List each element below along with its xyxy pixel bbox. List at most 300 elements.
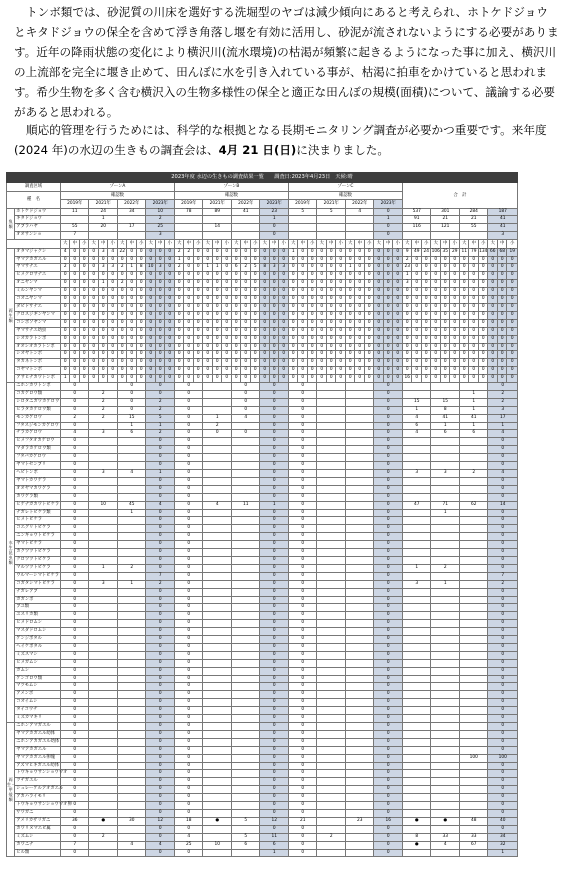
count-cell: 0 <box>279 343 289 351</box>
count-cell <box>402 786 431 794</box>
count-cell: 0 <box>336 367 346 375</box>
count-cell: 0 <box>288 628 317 636</box>
count-cell: 0 <box>374 572 403 580</box>
count-cell: 0 <box>402 359 412 367</box>
count-cell: 0 <box>108 319 118 327</box>
count-cell <box>117 438 146 446</box>
count-cell: 0 <box>421 303 431 311</box>
count-cell: 0 <box>60 454 89 462</box>
count-cell <box>431 715 460 723</box>
count-cell <box>231 802 260 810</box>
count-cell <box>89 596 118 604</box>
table-row <box>7 841 518 849</box>
count-cell <box>459 651 488 659</box>
count-cell <box>402 541 431 549</box>
count-cell: 0 <box>260 667 289 675</box>
count-cell <box>203 778 232 786</box>
count-cell: 0 <box>383 327 393 335</box>
count-cell: 0 <box>222 367 232 375</box>
count-cell: 0 <box>412 335 422 343</box>
count-cell: 0 <box>146 533 175 541</box>
count-cell: 2 <box>203 422 232 430</box>
count-cell: 0 <box>469 343 479 351</box>
count-cell: 3 <box>89 430 118 438</box>
count-cell <box>117 549 146 557</box>
count-cell <box>317 699 346 707</box>
count-cell: 0 <box>174 280 184 288</box>
count-cell: 0 <box>298 272 308 280</box>
year-header: 2021年 <box>89 200 118 209</box>
count-cell <box>117 691 146 699</box>
count-cell <box>317 683 346 691</box>
count-cell: 0 <box>488 588 518 596</box>
count-cell: 0 <box>488 667 518 675</box>
table-row <box>7 493 518 501</box>
count-cell: 0 <box>260 762 289 770</box>
count-cell: 0 <box>184 359 194 367</box>
count-cell <box>203 533 232 541</box>
count-cell: 5 <box>146 414 175 422</box>
count-cell: 0 <box>136 280 146 288</box>
count-cell: 0 <box>336 327 346 335</box>
count-cell: 1 <box>402 406 431 414</box>
count-cell: 0 <box>488 477 518 485</box>
count-cell <box>117 446 146 454</box>
count-cell: 0 <box>60 335 70 343</box>
count-cell <box>317 398 346 406</box>
count-cell: 0 <box>260 612 289 620</box>
count-cell <box>459 683 488 691</box>
count-cell: 0 <box>374 398 403 406</box>
count-cell: 2 <box>488 390 518 398</box>
count-cell: 0 <box>431 296 441 304</box>
count-cell: 0 <box>146 367 156 375</box>
count-cell: 0 <box>155 272 165 280</box>
count-cell: 0 <box>117 375 127 383</box>
count-cell: 0 <box>203 272 213 280</box>
count-cell: 0 <box>279 280 289 288</box>
count-cell: 0 <box>98 351 108 359</box>
size-label: 大 <box>488 240 498 249</box>
count-cell <box>231 446 260 454</box>
count-cell <box>345 770 374 778</box>
count-cell: 0 <box>507 264 518 272</box>
count-cell: 0 <box>307 311 317 319</box>
count-cell: 0 <box>364 280 374 288</box>
count-cell <box>345 430 374 438</box>
count-cell: 0 <box>250 311 260 319</box>
count-cell: 0 <box>174 422 203 430</box>
count-cell: 0 <box>60 525 89 533</box>
count-cell: 0 <box>127 256 137 264</box>
count-cell: 0 <box>478 367 488 375</box>
table-row <box>7 833 518 841</box>
count-cell <box>459 438 488 446</box>
species-name: ナガレアブ <box>15 588 61 596</box>
count-cell: 0 <box>288 280 298 288</box>
count-cell <box>203 462 232 470</box>
count-cell <box>89 809 118 817</box>
count-cell: 3 <box>402 470 431 478</box>
count-cell: 0 <box>497 367 507 375</box>
count-cell: 0 <box>374 675 403 683</box>
count-cell <box>288 216 317 224</box>
count-cell: 0 <box>440 367 450 375</box>
count-cell: 0 <box>326 311 336 319</box>
count-cell: 0 <box>383 375 393 383</box>
count-cell: 1 <box>459 398 488 406</box>
count-cell: 0 <box>393 327 403 335</box>
count-cell: 0 <box>203 256 213 264</box>
count-cell: 0 <box>250 351 260 359</box>
count-cell <box>317 493 346 501</box>
count-cell <box>431 778 460 786</box>
count-cell <box>402 794 431 802</box>
count-cell: 0 <box>260 620 289 628</box>
count-cell: 0 <box>260 462 289 470</box>
count-cell: 0 <box>260 248 270 256</box>
count-cell <box>402 383 431 391</box>
count-cell: 0 <box>374 351 384 359</box>
count-cell: 0 <box>146 762 175 770</box>
count-cell: 0 <box>60 809 89 817</box>
count-cell <box>231 232 260 240</box>
count-cell <box>117 794 146 802</box>
count-cell: 0 <box>488 533 518 541</box>
count-cell: 0 <box>374 730 403 738</box>
count-cell: 0 <box>174 588 203 596</box>
count-cell: 3 <box>269 264 279 272</box>
count-cell: 0 <box>345 311 355 319</box>
species-name: カワリヌマエビ属 <box>15 825 61 833</box>
species-name: ヤマトセンブリ <box>15 462 61 470</box>
size-label: 大 <box>89 240 99 249</box>
count-cell: 0 <box>155 327 165 335</box>
count-cell: 23 <box>402 264 412 272</box>
count-cell: 0 <box>174 454 203 462</box>
count-cell: 0 <box>288 659 317 667</box>
count-cell <box>231 454 260 462</box>
count-cell: 0 <box>241 296 251 304</box>
count-cell: 0 <box>60 564 89 572</box>
count-cell: 0 <box>203 303 213 311</box>
count-cell: 0 <box>288 327 298 335</box>
count-cell <box>203 232 232 240</box>
count-cell <box>117 770 146 778</box>
count-cell: 0 <box>288 454 317 462</box>
count-cell: 0 <box>174 359 184 367</box>
count-cell: 0 <box>146 390 175 398</box>
count-cell: 0 <box>60 675 89 683</box>
count-cell <box>431 485 460 493</box>
count-cell <box>231 477 260 485</box>
count-cell: 0 <box>155 248 165 256</box>
count-cell: 0 <box>241 335 251 343</box>
count-cell: 0 <box>383 288 393 296</box>
count-cell: 0 <box>488 272 498 280</box>
count-cell <box>317 446 346 454</box>
count-cell: 0 <box>288 794 317 802</box>
count-cell: 0 <box>260 588 289 596</box>
count-cell <box>431 809 460 817</box>
table-row <box>7 683 518 691</box>
count-cell <box>117 628 146 636</box>
count-cell: 0 <box>507 359 518 367</box>
count-cell <box>431 762 460 770</box>
count-cell: 0 <box>488 794 518 802</box>
count-cell: 0 <box>478 343 488 351</box>
count-cell: 0 <box>488 809 518 817</box>
count-cell <box>89 533 118 541</box>
count-cell <box>89 723 118 731</box>
count-cell: 0 <box>469 303 479 311</box>
count-cell: 0 <box>174 272 184 280</box>
count-cell: 0 <box>60 296 70 304</box>
count-cell: 0 <box>174 319 184 327</box>
count-cell <box>345 730 374 738</box>
table-title-row <box>7 173 518 183</box>
count-cell: 0 <box>231 430 260 438</box>
count-cell <box>402 485 431 493</box>
count-cell <box>431 738 460 746</box>
count-cell <box>317 564 346 572</box>
count-cell: 0 <box>212 280 222 288</box>
count-cell: 0 <box>374 691 403 699</box>
count-cell: 0 <box>326 288 336 296</box>
count-cell: 0 <box>146 248 156 256</box>
count-cell: 0 <box>146 849 175 857</box>
count-cell: 0 <box>174 604 203 612</box>
count-cell: 1 <box>488 422 518 430</box>
count-cell: 0 <box>374 462 403 470</box>
count-cell: 0 <box>250 335 260 343</box>
count-cell: 4 <box>117 470 146 478</box>
count-cell: 0 <box>383 272 393 280</box>
count-cell <box>203 643 232 651</box>
count-cell: 0 <box>260 596 289 604</box>
count-cell: 0 <box>288 754 317 762</box>
count-cell: 0 <box>469 359 479 367</box>
count-cell: 0 <box>288 383 317 391</box>
count-cell: 0 <box>345 351 355 359</box>
count-cell: 0 <box>98 375 108 383</box>
count-cell: 0 <box>478 303 488 311</box>
count-cell <box>459 525 488 533</box>
count-cell: 0 <box>193 335 203 343</box>
count-cell <box>89 525 118 533</box>
count-cell: 0 <box>364 319 374 327</box>
count-cell: 0 <box>355 319 365 327</box>
count-cell <box>317 232 346 240</box>
count-cell <box>345 786 374 794</box>
count-cell: 0 <box>497 327 507 335</box>
species-name: マダラカゲロウ類 <box>15 446 61 454</box>
count-cell: 0 <box>174 778 203 786</box>
count-cell: 0 <box>98 256 108 264</box>
count-cell: 0 <box>307 335 317 343</box>
count-cell: 0 <box>146 517 175 525</box>
count-cell: 0 <box>440 335 450 343</box>
count-cell: 0 <box>412 311 422 319</box>
count-cell <box>431 549 460 557</box>
size-label: 大 <box>317 240 327 249</box>
count-cell: 0 <box>174 541 203 549</box>
count-cell: 0 <box>507 280 518 288</box>
count-cell: 0 <box>174 738 203 746</box>
count-cell <box>89 841 118 849</box>
count-cell: 0 <box>203 319 213 327</box>
count-cell: 0 <box>260 549 289 557</box>
species-name: ガムシ <box>15 667 61 675</box>
count-cell: 0 <box>269 343 279 351</box>
count-cell: 0 <box>288 786 317 794</box>
count-cell: 0 <box>260 564 289 572</box>
table-row <box>7 264 518 272</box>
count-cell: 0 <box>402 296 412 304</box>
count-cell: 0 <box>288 746 317 754</box>
table-row <box>7 383 518 391</box>
count-cell: 0 <box>184 296 194 304</box>
count-cell: 12 <box>260 817 289 825</box>
count-cell: 0 <box>165 248 175 256</box>
count-cell: 3 <box>146 232 175 240</box>
count-cell: 0 <box>250 248 260 256</box>
count-cell <box>174 224 203 232</box>
count-cell <box>345 723 374 731</box>
count-cell <box>317 738 346 746</box>
count-cell <box>431 730 460 738</box>
count-cell <box>317 596 346 604</box>
count-cell: 106 <box>431 248 441 256</box>
count-cell <box>231 715 260 723</box>
species-name: ゲンジボタル <box>15 636 61 644</box>
count-cell: 0 <box>260 754 289 762</box>
count-cell: 0 <box>203 375 213 383</box>
count-cell: 0 <box>174 612 203 620</box>
count-cell: 9 <box>402 248 412 256</box>
count-cell <box>231 723 260 731</box>
count-cell <box>402 556 431 564</box>
count-cell: 0 <box>222 264 232 272</box>
count-cell: 1 <box>127 264 137 272</box>
table-row <box>7 699 518 707</box>
count-cell: 0 <box>174 383 203 391</box>
count-cell: 0 <box>155 375 165 383</box>
species-name: ヒゲナガカワトビケラ <box>15 501 61 509</box>
count-cell <box>345 596 374 604</box>
count-cell: 0 <box>155 367 165 375</box>
count-cell: 0 <box>231 303 241 311</box>
count-cell: 0 <box>488 311 498 319</box>
count-cell <box>431 438 460 446</box>
count-cell: 0 <box>431 327 441 335</box>
count-cell: 0 <box>326 280 336 288</box>
count-cell: 0 <box>374 659 403 667</box>
count-cell: 0 <box>146 446 175 454</box>
count-cell <box>317 556 346 564</box>
count-cell: 0 <box>260 256 270 264</box>
count-cell: 0 <box>488 730 518 738</box>
count-cell <box>117 659 146 667</box>
count-cell: 0 <box>288 723 317 731</box>
count-cell: 0 <box>174 659 203 667</box>
count-cell <box>402 683 431 691</box>
count-cell: 0 <box>450 264 460 272</box>
count-cell: 0 <box>231 390 260 398</box>
count-cell: 0 <box>469 280 479 288</box>
count-cell: 0 <box>298 256 308 264</box>
count-cell: 0 <box>383 296 393 304</box>
count-cell: 0 <box>174 517 203 525</box>
count-cell <box>317 525 346 533</box>
count-cell: 0 <box>364 327 374 335</box>
count-cell: 0 <box>260 802 289 810</box>
count-cell: 5 <box>288 208 317 216</box>
count-cell: 0 <box>260 794 289 802</box>
count-cell: 1 <box>60 375 70 383</box>
count-cell: 0 <box>412 343 422 351</box>
count-cell <box>231 738 260 746</box>
count-cell: 0 <box>60 651 89 659</box>
count-cell <box>459 659 488 667</box>
count-cell: 0 <box>307 327 317 335</box>
count-cell: 0 <box>117 272 127 280</box>
count-cell <box>345 556 374 564</box>
species-name: コシボソヤンマ <box>15 319 61 327</box>
count-cell <box>345 833 374 841</box>
count-cell: 0 <box>488 651 518 659</box>
count-cell: 0 <box>374 422 403 430</box>
count-cell <box>203 730 232 738</box>
count-cell: 0 <box>431 351 441 359</box>
count-cell <box>402 667 431 675</box>
count-cell: 0 <box>374 280 384 288</box>
group-label: 両生類 <box>7 248 15 382</box>
count-cell <box>317 383 346 391</box>
count-cell: 0 <box>60 849 89 857</box>
count-cell: 0 <box>393 272 403 280</box>
count-cell <box>345 762 374 770</box>
count-cell <box>402 390 431 398</box>
count-cell <box>345 794 374 802</box>
count-cell: 3 <box>89 580 118 588</box>
count-cell: 62 <box>459 501 488 509</box>
count-cell: 0 <box>298 280 308 288</box>
count-cell: 0 <box>127 359 137 367</box>
count-cell: 0 <box>507 288 518 296</box>
count-cell: 6 <box>231 264 241 272</box>
count-cell: 0 <box>374 541 403 549</box>
table-row <box>7 351 518 359</box>
count-cell: 0 <box>298 296 308 304</box>
count-cell: 0 <box>345 272 355 280</box>
count-cell <box>89 699 118 707</box>
count-cell <box>203 564 232 572</box>
count-cell: 0 <box>374 335 384 343</box>
count-cell: 5 <box>231 833 260 841</box>
count-cell <box>431 232 460 240</box>
count-cell: 0 <box>174 525 203 533</box>
count-cell: 0 <box>288 825 317 833</box>
count-cell: 0 <box>374 667 403 675</box>
count-cell: 0 <box>146 541 175 549</box>
count-cell: 4 <box>146 501 175 509</box>
count-cell <box>317 707 346 715</box>
size-label: 大 <box>459 240 469 249</box>
count-cell <box>345 699 374 707</box>
count-cell: 0 <box>165 359 175 367</box>
count-cell: 0 <box>288 612 317 620</box>
